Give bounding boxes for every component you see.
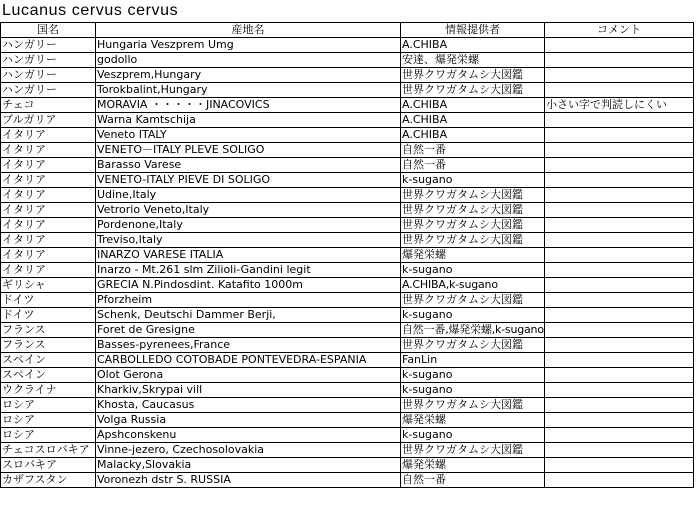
cell-comment: 小さい字で判読しにくい — [545, 98, 694, 113]
table-row — [1, 353, 694, 368]
cell-source: 世界クワガタムシ大図鑑 — [401, 188, 545, 203]
table-row — [1, 203, 694, 218]
cell-source: 世界クワガタムシ大図鑑 — [401, 218, 545, 233]
locality-table — [0, 22, 694, 488]
cell-comment — [545, 308, 694, 323]
cell-locality: Warna Kamtschija — [96, 113, 401, 128]
cell-locality: godollo — [96, 53, 401, 68]
cell-locality: Inarzo - Mt.261 slm Zilioli-Gandini legit — [96, 263, 401, 278]
table-row — [1, 233, 694, 248]
cell-locality: Schenk, Deutschi Dammer Berji, — [96, 308, 401, 323]
cell-country: イタリア — [1, 218, 96, 233]
table-row — [1, 248, 694, 263]
cell-comment — [545, 353, 694, 368]
cell-country: ロシア — [1, 428, 96, 443]
cell-source: k-sugano — [401, 308, 545, 323]
cell-locality: Basses-pyrenees,France — [96, 338, 401, 353]
cell-country: チェコスロバキア — [1, 443, 96, 458]
cell-source: 安達、爆発栄螺 — [401, 53, 545, 68]
table-row — [1, 263, 694, 278]
cell-locality: Malacky,Slovakia — [96, 458, 401, 473]
cell-country: ブルガリア — [1, 113, 96, 128]
cell-country: ドイツ — [1, 293, 96, 308]
table-row — [1, 128, 694, 143]
cell-comment — [545, 413, 694, 428]
cell-country: ロシア — [1, 413, 96, 428]
cell-source: A.CHIBA — [401, 113, 545, 128]
table-row — [1, 293, 694, 308]
cell-source: 世界クワガタムシ大図鑑 — [401, 83, 545, 98]
cell-locality: Vinne-jezero, Czechosolovakia — [96, 443, 401, 458]
cell-locality: Apshconskenu — [96, 428, 401, 443]
cell-country: イタリア — [1, 128, 96, 143]
cell-source: A.CHIBA — [401, 98, 545, 113]
table-row — [1, 383, 694, 398]
cell-locality: MORAVIA ・・・・・JINACOVICS — [96, 98, 401, 113]
cell-source: k-sugano — [401, 368, 545, 383]
table-row — [1, 398, 694, 413]
cell-comment — [545, 473, 694, 488]
cell-locality: Veneto ITALY — [96, 128, 401, 143]
cell-comment — [545, 323, 694, 338]
cell-locality: Olot Gerona — [96, 368, 401, 383]
cell-source: 世界クワガタムシ大図鑑 — [401, 443, 545, 458]
cell-locality: Barasso Varese — [96, 158, 401, 173]
table-row — [1, 443, 694, 458]
cell-source: 世界クワガタムシ大図鑑 — [401, 233, 545, 248]
table-row — [1, 68, 694, 83]
cell-source: k-sugano — [401, 428, 545, 443]
cell-comment — [545, 128, 694, 143]
cell-source: 爆発栄螺 — [401, 248, 545, 263]
cell-comment — [545, 278, 694, 293]
cell-locality: VENETO-ITALY PIEVE DI SOLIGO — [96, 173, 401, 188]
cell-comment — [545, 398, 694, 413]
cell-source: A.CHIBA — [401, 128, 545, 143]
cell-comment — [545, 248, 694, 263]
table-row — [1, 158, 694, 173]
cell-source: 爆発栄螺 — [401, 413, 545, 428]
cell-comment — [545, 233, 694, 248]
cell-country: チェコ — [1, 98, 96, 113]
table-row — [1, 323, 694, 338]
cell-comment — [545, 428, 694, 443]
cell-source: k-sugano — [401, 383, 545, 398]
cell-source: 爆発栄螺 — [401, 458, 545, 473]
cell-country: ハンガリー — [1, 83, 96, 98]
table-row — [1, 413, 694, 428]
table-row — [1, 368, 694, 383]
cell-source: 自然一番 — [401, 158, 545, 173]
table-row — [1, 218, 694, 233]
cell-locality: Udine,Italy — [96, 188, 401, 203]
cell-locality: Voronezh dstr S. RUSSIA — [96, 473, 401, 488]
cell-locality: Pforzheim — [96, 293, 401, 308]
table-row — [1, 38, 694, 53]
cell-comment — [545, 263, 694, 278]
table-header-row — [1, 23, 694, 38]
table-body — [1, 38, 694, 488]
cell-locality: VENETO－ITALY PLEVE SOLIGO — [96, 143, 401, 158]
cell-source: k-sugano — [401, 263, 545, 278]
table-row — [1, 428, 694, 443]
cell-comment — [545, 458, 694, 473]
cell-country: ロシア — [1, 398, 96, 413]
cell-source: A.CHIBA — [401, 38, 545, 53]
cell-country: カザフスタン — [1, 473, 96, 488]
table-row — [1, 308, 694, 323]
table-row — [1, 173, 694, 188]
table-row — [1, 278, 694, 293]
cell-comment — [545, 83, 694, 98]
cell-comment — [545, 113, 694, 128]
cell-country: ハンガリー — [1, 68, 96, 83]
table-row — [1, 143, 694, 158]
table-row — [1, 458, 694, 473]
cell-country: イタリア — [1, 248, 96, 263]
cell-comment — [545, 38, 694, 53]
cell-locality: CARBOLLEDO COTOBADE PONTEVEDRA-ESPANIA — [96, 353, 401, 368]
column-header-country: 国名 — [1, 23, 96, 38]
cell-country: イタリア — [1, 263, 96, 278]
cell-comment — [545, 338, 694, 353]
cell-locality: INARZO VARESE ITALIA — [96, 248, 401, 263]
cell-source: FanLin — [401, 353, 545, 368]
cell-country: イタリア — [1, 203, 96, 218]
cell-comment — [545, 218, 694, 233]
column-header-source: 情報提供者 — [401, 23, 545, 38]
cell-comment — [545, 293, 694, 308]
cell-source: 世界クワガタムシ大図鑑 — [401, 203, 545, 218]
cell-locality: Treviso,Italy — [96, 233, 401, 248]
page-title: Lucanus cervus cervus — [2, 2, 179, 19]
cell-country: イタリア — [1, 188, 96, 203]
cell-locality: GRECIA N.Pindosdint. Katafito 1000m — [96, 278, 401, 293]
cell-source: 自然一番 — [401, 143, 545, 158]
cell-locality: Foret de Gresigne — [96, 323, 401, 338]
cell-source: 世界クワガタムシ大図鑑 — [401, 68, 545, 83]
cell-comment — [545, 383, 694, 398]
cell-country: ウクライナ — [1, 383, 96, 398]
cell-source: k-sugano — [401, 173, 545, 188]
cell-country: フランス — [1, 338, 96, 353]
cell-source: 自然一番,爆発栄螺,k-sugano — [402, 323, 544, 336]
cell-comment — [545, 188, 694, 203]
cell-locality: Kharkiv,Skrypai vill — [96, 383, 401, 398]
cell-country: ドイツ — [1, 308, 96, 323]
cell-locality: Vetrorio Veneto,Italy — [96, 203, 401, 218]
column-header-comment: コメント — [545, 23, 694, 38]
table-row — [1, 473, 694, 488]
cell-locality: Pordenone,Italy — [96, 218, 401, 233]
cell-comment — [545, 53, 694, 68]
cell-country: ギリシャ — [1, 278, 96, 293]
table-row — [1, 113, 694, 128]
cell-country: ハンガリー — [1, 38, 96, 53]
column-header-locality: 産地名 — [96, 23, 401, 38]
table-row — [1, 53, 694, 68]
cell-locality: Torokbalint,Hungary — [96, 83, 401, 98]
cell-locality: Khosta, Caucasus — [96, 398, 401, 413]
cell-source: 世界クワガタムシ大図鑑 — [401, 338, 545, 353]
cell-country: スペイン — [1, 353, 96, 368]
cell-country: イタリア — [1, 173, 96, 188]
cell-country: スペイン — [1, 368, 96, 383]
cell-source: 世界クワガタムシ大図鑑 — [401, 293, 545, 308]
table-row — [1, 188, 694, 203]
cell-country: イタリア — [1, 143, 96, 158]
cell-locality: Veszprem,Hungary — [96, 68, 401, 83]
cell-source: 自然一番 — [401, 473, 545, 488]
cell-country: イタリア — [1, 233, 96, 248]
table-row — [1, 83, 694, 98]
cell-source: A.CHIBA,k-sugano — [401, 278, 545, 293]
cell-source: 世界クワガタムシ大図鑑 — [401, 398, 545, 413]
cell-comment — [545, 203, 694, 218]
cell-locality: Volga Russia — [96, 413, 401, 428]
cell-country: イタリア — [1, 158, 96, 173]
cell-comment — [545, 143, 694, 158]
cell-country: ハンガリー — [1, 53, 96, 68]
cell-comment — [545, 158, 694, 173]
cell-comment — [545, 68, 694, 83]
cell-comment — [545, 443, 694, 458]
cell-locality: Hungaria Veszprem Umg — [96, 38, 401, 53]
table-row — [1, 338, 694, 353]
table-row — [1, 98, 694, 113]
cell-comment — [545, 368, 694, 383]
cell-comment — [545, 173, 694, 188]
cell-country: フランス — [1, 323, 96, 338]
cell-country: スロバキア — [1, 458, 96, 473]
